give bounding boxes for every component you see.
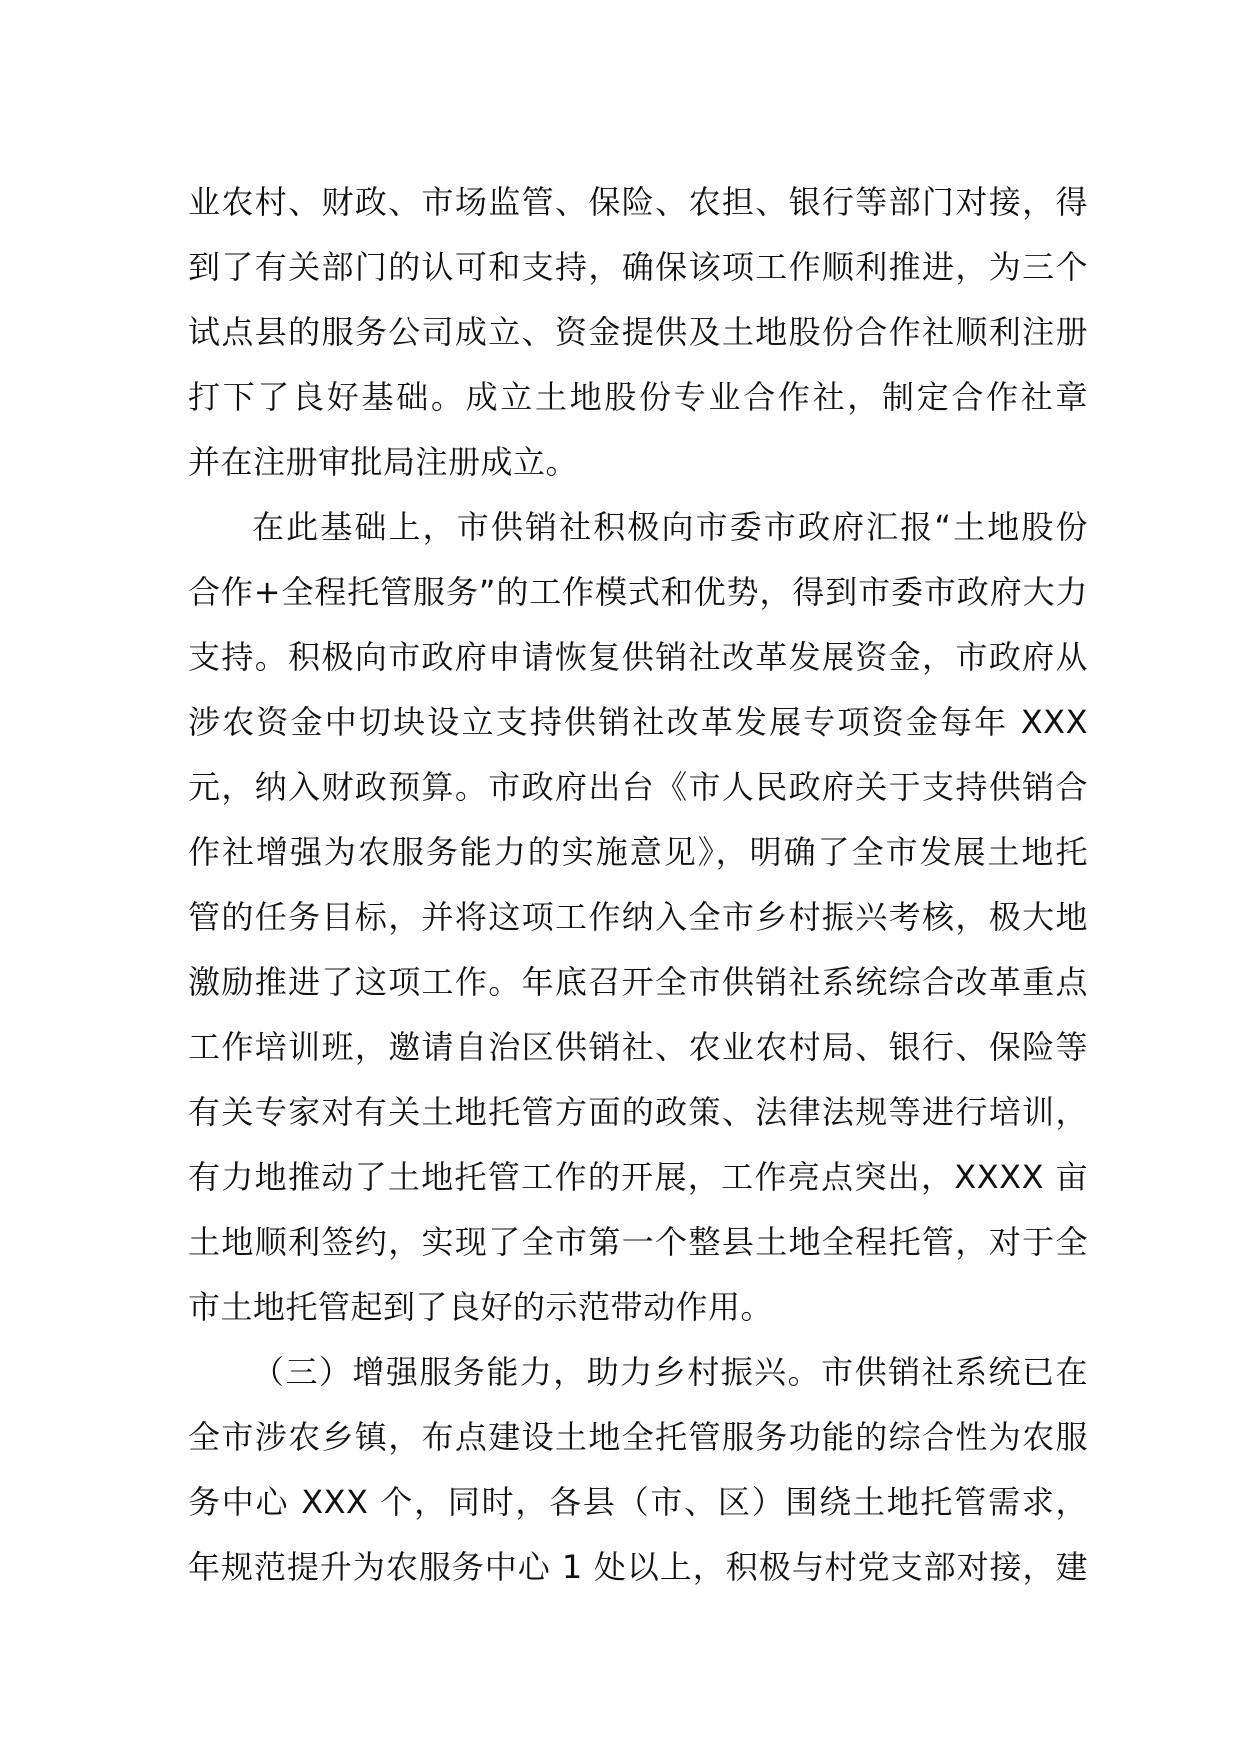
text-line: 务中心 XXX 个，同时，各县（市、区）围绕土地托管需求， — [188, 1483, 1088, 1521]
text-line: 合作+全程托管服务”的工作模式和优势，得到市委市政府大力 — [188, 573, 1088, 611]
text-line: 到了有关部门的认可和支持，确保该项工作顺利推进，为三个 — [188, 248, 1088, 286]
text-line: 工作培训班，邀请自治区供销社、农业农村局、银行、保险等 — [188, 1028, 1088, 1066]
text-line: 试点县的服务公司成立、资金提供及土地股份合作社顺利注册 — [188, 313, 1088, 351]
text-line: 土地顺利签约，实现了全市第一个整县土地全程托管，对于全 — [188, 1223, 1088, 1261]
text-line: 有关专家对有关土地托管方面的政策、法律法规等进行培训， — [188, 1093, 1088, 1131]
text-line: 作社增强为农服务能力的实施意见》，明确了全市发展土地托 — [188, 833, 1088, 871]
text-line: 涉农资金中切块设立支持供销社改革发展专项资金每年 XXX — [188, 703, 1088, 741]
text-line: 打下了良好基础。成立土地股份专业合作社，制定合作社章 — [188, 378, 1088, 416]
text-line: （三）增强服务能力，助力乡村振兴。市供销社系统已在 — [252, 1353, 1088, 1391]
text-line: 激励推进了这项工作。年底召开全市供销社系统综合改革重点 — [188, 963, 1088, 1001]
paragraph-1 — [188, 170, 1088, 495]
text-line: 有力地推动了土地托管工作的开展，工作亮点突出，XXXX 亩 — [188, 1158, 1088, 1196]
text-line: 在此基础上，市供销社积极向市委市政府汇报“土地股份 — [252, 508, 1088, 546]
paragraph-2 — [188, 495, 1088, 1340]
document-body — [188, 170, 1088, 1600]
text-line: 支持。积极向市政府申请恢复供销社改革发展资金，市政府从 — [188, 638, 1088, 676]
paragraph-3 — [188, 1340, 1088, 1600]
text-line: 业农村、财政、市场监管、保险、农担、银行等部门对接，得 — [188, 183, 1088, 221]
text-line: 并在注册审批局注册成立。 — [188, 443, 579, 481]
text-line: 全市涉农乡镇，布点建设土地全托管服务功能的综合性为农服 — [188, 1418, 1088, 1456]
text-line: 元，纳入财政预算。市政府出台《市人民政府关于支持供销合 — [188, 768, 1088, 806]
text-line: 管的任务目标，并将这项工作纳入全市乡村振兴考核，极大地 — [188, 898, 1088, 936]
text-line: 年规范提升为农服务中心 1 处以上，积极与村党支部对接，建 — [188, 1548, 1088, 1586]
text-line: 市土地托管起到了良好的示范带动作用。 — [188, 1288, 774, 1326]
